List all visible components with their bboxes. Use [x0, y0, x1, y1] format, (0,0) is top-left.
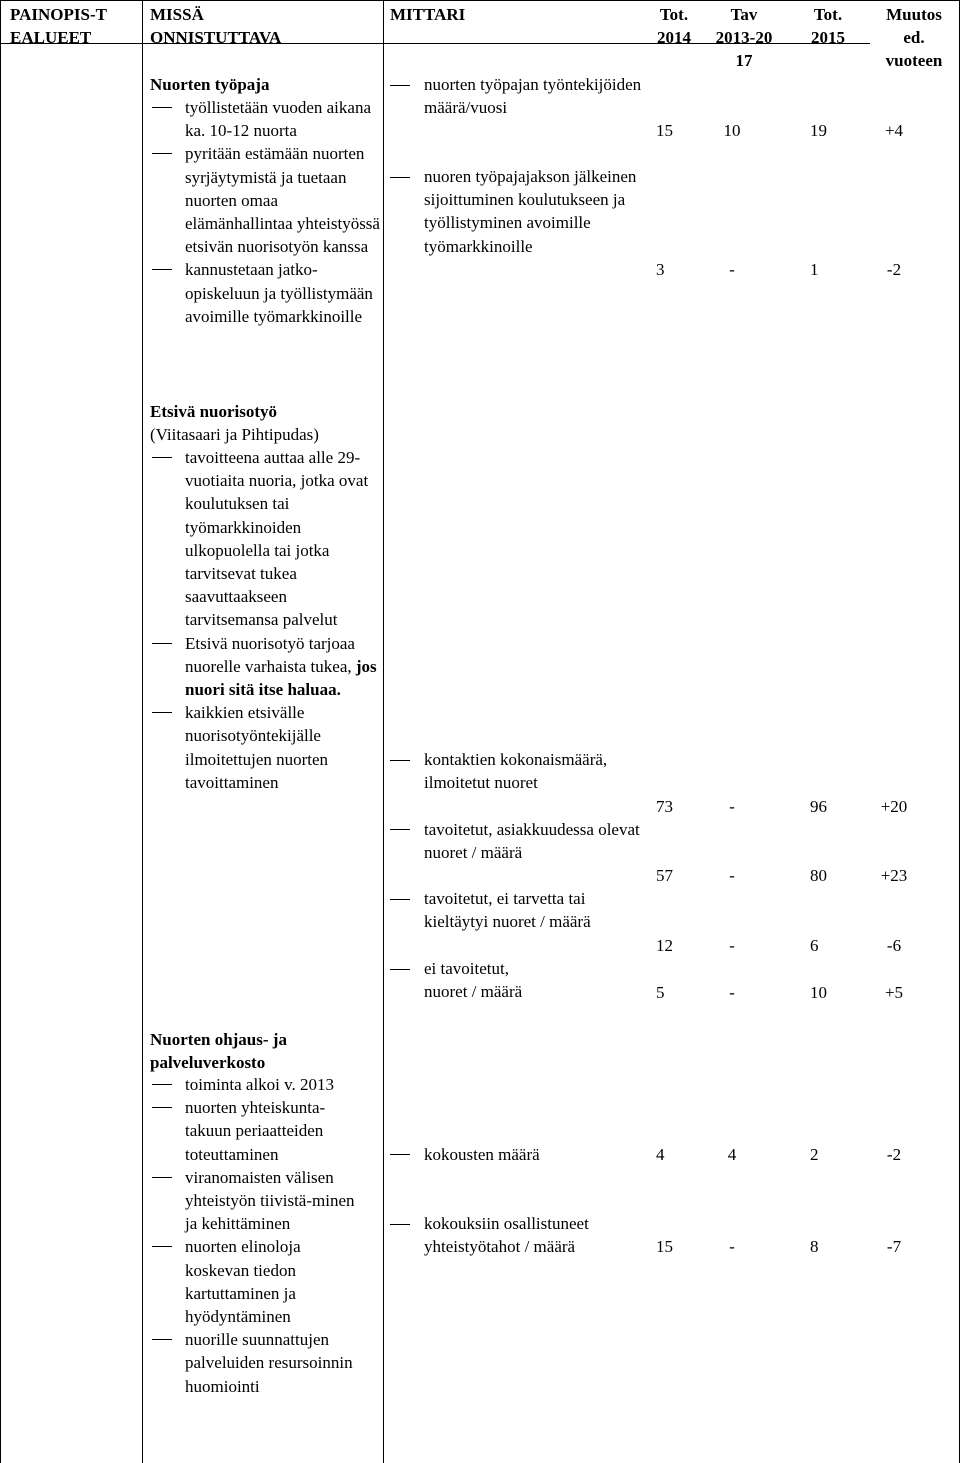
- bullet-item: nuorten elinoloja koskevan tiedon kartuttaminen ja hyödyntäminen: [148, 1235, 380, 1328]
- metric-label: kontaktien kokonaismäärä, ilmoitetut nuoret: [424, 750, 608, 793]
- bullet-item: työllistetään vuoden aikana ka. 10-12 nuorta: [148, 96, 380, 142]
- metric-dash: [390, 177, 410, 178]
- value-tav: 10: [723, 121, 741, 140]
- value-muutos: -7: [886, 1237, 902, 1256]
- metric-label: tavoitetut, asiakkuudessa olevat nuoret / määrä: [424, 820, 640, 863]
- metric-label: tavoitetut, ei tarvetta tai kieltäytyi nuoret / määrä: [424, 889, 591, 932]
- bullet-item: Etsivä nuorisotyö tarjoaa nuorelle varhaista tukea, jos nuori sitä itse haluaa.: [148, 632, 380, 702]
- bullet-item: nuorille suunnattujen palveluiden resursoinnin huomiointi: [148, 1328, 380, 1398]
- bullet-item: kaikkien etsivälle nuorisotyöntekijälle ilmoitettujen nuorten tavoittaminen: [148, 701, 380, 794]
- metric-dash: [390, 969, 410, 970]
- metric-dash: [390, 1154, 410, 1155]
- value-tav: 4: [727, 1145, 737, 1164]
- value-muutos: -2: [886, 1145, 902, 1164]
- value-muutos: +20: [880, 797, 908, 816]
- value-muutos: +5: [884, 983, 904, 1002]
- value-muutos: +4: [884, 121, 904, 140]
- bullet-item: nuorten yhteiskunta-takuun periaatteiden toteuttaminen: [148, 1096, 380, 1166]
- section-title-nuorten-tyopaja: Nuorten työpaja: [150, 75, 270, 94]
- value-tot-2014: 15: [656, 121, 673, 140]
- metric-dash: [390, 899, 410, 900]
- value-tot-2014: 5: [656, 983, 665, 1002]
- column-divider: [142, 0, 143, 1463]
- section-bullets: [148, 446, 380, 794]
- metric-label: nuorten työpajan työntekijöiden määrä/vuosi: [424, 75, 642, 118]
- section-title-etsiva-nuorisotyo: Etsivä nuorisotyö: [150, 402, 278, 421]
- section-bullets: [148, 1073, 380, 1398]
- bullet-item: pyritään estämään nuorten syrjäytymistä ja tuetaan nuorten omaa elämänhallintaa yhteistyössä etsivän nuorisotyön kanssa: [148, 142, 380, 258]
- value-tot-2014: 15: [656, 1237, 673, 1256]
- header-tot-2014: Tot. 2014: [657, 5, 691, 47]
- metric-dash: [390, 1224, 410, 1225]
- metric-dash: [390, 760, 410, 761]
- value-tot-2014: 4: [656, 1145, 665, 1164]
- bullet-item: tavoitteena auttaa alle 29-vuotiaita nuoria, jotka ovat koulutuksen tai työmarkkinoiden ulkopuolella tai jotka tarvitsevat tukea saavuttaakseen tarvitsemansa palvelut: [148, 446, 380, 632]
- value-tot-2014: 3: [656, 260, 665, 279]
- value-tot-2015: 6: [810, 936, 819, 955]
- value-tot-2015: 19: [810, 121, 827, 140]
- metric-label: kokouksiin osallistuneet yhteistyötahot / määrä: [424, 1214, 589, 1257]
- header-tav: Tav 2013-20 17: [715, 5, 773, 70]
- table-border-top: [0, 0, 960, 1]
- header-missa-onnistuttava: MISSÄ ONNISTUTTAVA: [150, 5, 282, 47]
- value-tav: -: [729, 1237, 735, 1256]
- bullet-item: toiminta alkoi v. 2013: [148, 1073, 380, 1096]
- value-muutos: -6: [886, 936, 902, 955]
- metric-label: nuoren työpajajakson jälkeinen sijoittuminen koulutukseen ja työllistyminen avoimille työmarkkinoille: [424, 167, 637, 256]
- value-tot-2015: 2: [810, 1145, 819, 1164]
- column-divider: [383, 0, 384, 1463]
- value-tot-2015: 1: [810, 260, 819, 279]
- section-subtitle: (Viitasaari ja Pihtipudas): [150, 425, 319, 444]
- header-muutos: Muutos ed. vuoteen: [885, 5, 943, 70]
- section-title-ohjaus-ja-palveluverkosto: Nuorten ohjaus- ja palveluverkosto: [150, 1030, 287, 1072]
- value-tot-2015: 96: [810, 797, 827, 816]
- table-border-left: [0, 0, 1, 1463]
- value-muutos: -2: [886, 260, 902, 279]
- header-mittari: MITTARI: [390, 5, 466, 24]
- header-painopistealueet: PAINOPIS-T EALUEET: [10, 5, 107, 47]
- value-tav: -: [729, 797, 735, 816]
- value-tot-2014: 57: [656, 866, 673, 885]
- metric-dash: [390, 85, 410, 86]
- metric-label: kokousten määrä: [424, 1145, 540, 1164]
- bullet-item: viranomaisten välisen yhteistyön tiivistä-minen ja kehittäminen: [148, 1166, 380, 1236]
- value-tav: -: [729, 866, 735, 885]
- value-tot-2015: 80: [810, 866, 827, 885]
- metric-label: ei tavoitetut, nuoret / määrä: [424, 959, 523, 1002]
- value-tav: -: [729, 983, 735, 1002]
- value-tot-2014: 12: [656, 936, 673, 955]
- bullet-item: kannustetaan jatko-opiskeluun ja työllistymään avoimille työmarkkinoille: [148, 258, 380, 328]
- value-muutos: +23: [880, 866, 908, 885]
- value-tot-2015: 10: [810, 983, 827, 1002]
- section-bullets: [148, 96, 380, 328]
- value-tav: -: [729, 260, 735, 279]
- bold-text: jos nuori sitä itse haluaa.: [185, 656, 377, 700]
- value-tot-2015: 8: [810, 1237, 819, 1256]
- value-tav: -: [729, 936, 735, 955]
- header-tot-2015: Tot. 2015: [811, 5, 845, 47]
- metric-dash: [390, 829, 410, 830]
- value-tot-2014: 73: [656, 797, 673, 816]
